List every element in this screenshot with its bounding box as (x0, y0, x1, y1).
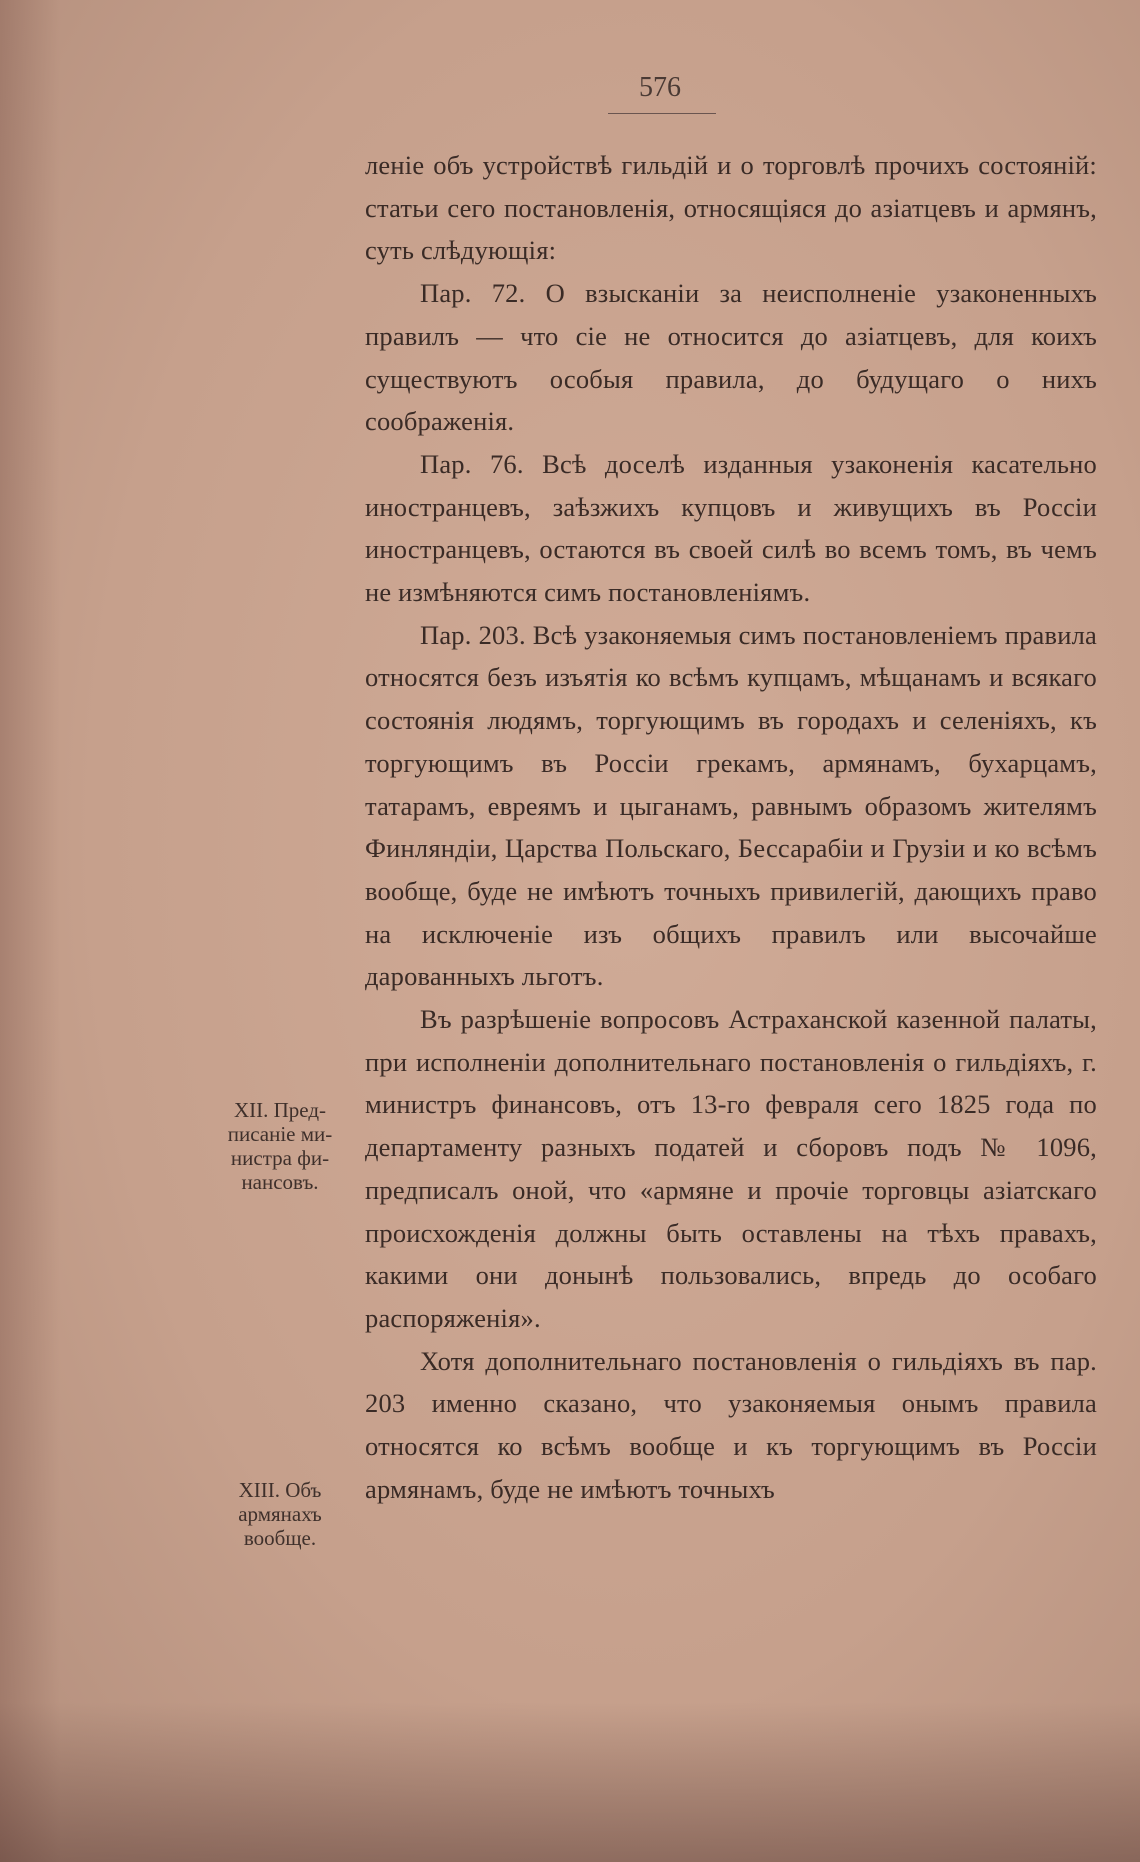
paragraph: Въ разрѣшеніе вопросовъ Астраханской казенной палаты, при исполненіи дополнительнаго постановленія о гильдіяхъ, г. министръ финансовъ, отъ 13-го февраля сего 1825 года по департаменту разныхъ податей и сборовъ подъ № 1096, предписалъ оной, что «армяне и прочіе торговцы азіатскаго происхожденія должны быть оставлены на тѣхъ правахъ, какими они донынѣ пользовались, впредь до особаго распоряженія». (365, 1004, 1097, 1333)
margin-note-line: вообще. (243, 1526, 317, 1550)
header-rule (608, 113, 716, 114)
page-number: 576 (639, 72, 681, 103)
page-shadow-bottom (0, 1702, 1140, 1862)
margin-note-line: армянахъ (238, 1502, 322, 1526)
body-text (365, 144, 1097, 1511)
paragraph: Пар. 203. Всѣ узаконяемыя симъ постановленіемъ правила относятся безъ изъятія ко всѣмъ купцамъ, мѣщанамъ и всякаго состоянія людямъ, торгующимъ въ городахъ и селеніяхъ, къ торгующимъ въ Россіи грекамъ, армянамъ, бухарцамъ, татарамъ, евреямъ и цыганамъ, равнымъ образомъ жителямъ Финляндіи, Царства Польскаго, Бессарабіи и Грузіи и ко всѣмъ вообще, буде не имѣютъ точныхъ привилегій, дающихъ право на исключеніе изъ общихъ правилъ или высочайше дарованныхъ льготъ. (365, 619, 1097, 992)
margin-note-line: нансовъ. (241, 1170, 319, 1194)
paragraph: Пар. 72. О взысканіи за неисполненіе узаконенныхъ правилъ — что сіе не относится до азіатцевъ, для коихъ существуютъ особыя правила, до будущаго о нихъ соображенія. (365, 278, 1097, 437)
margin-note-line: XII. Пред- (233, 1098, 327, 1122)
margin-note-line: XIII. Объ (238, 1478, 322, 1502)
margin-note-xiii (210, 1478, 350, 1550)
paragraph: Пар. 76. Всѣ доселѣ изданныя узаконенія касательно иностранцевъ, заѣзжихъ купцовъ и живущихъ въ Россіи иностранцевъ, остаются въ своей силѣ во всемъ томъ, въ чемъ не измѣняются симъ постановленіямъ. (365, 448, 1097, 608)
paragraph: Хотя дополнительнаго постановленія о гильдіяхъ въ пар. 203 именно сказано, что узаконяемыя онымъ правила относятся ко всѣмъ вообще и къ торгующимъ въ Россіи армянамъ, буде не имѣютъ точныхъ (365, 1345, 1097, 1504)
paragraph: леніе объ устройствѣ гильдій и о торговлѣ прочихъ состояній: статьи сего постановленія, относящіяся до азіатцевъ и армянъ, суть слѣдующія: (365, 150, 1097, 266)
page-shadow-left (0, 0, 60, 1862)
margin-note-line: писаніе ми- (227, 1122, 333, 1146)
margin-note-xii (210, 1098, 350, 1194)
margin-note-line: нистра фи- (230, 1146, 330, 1170)
